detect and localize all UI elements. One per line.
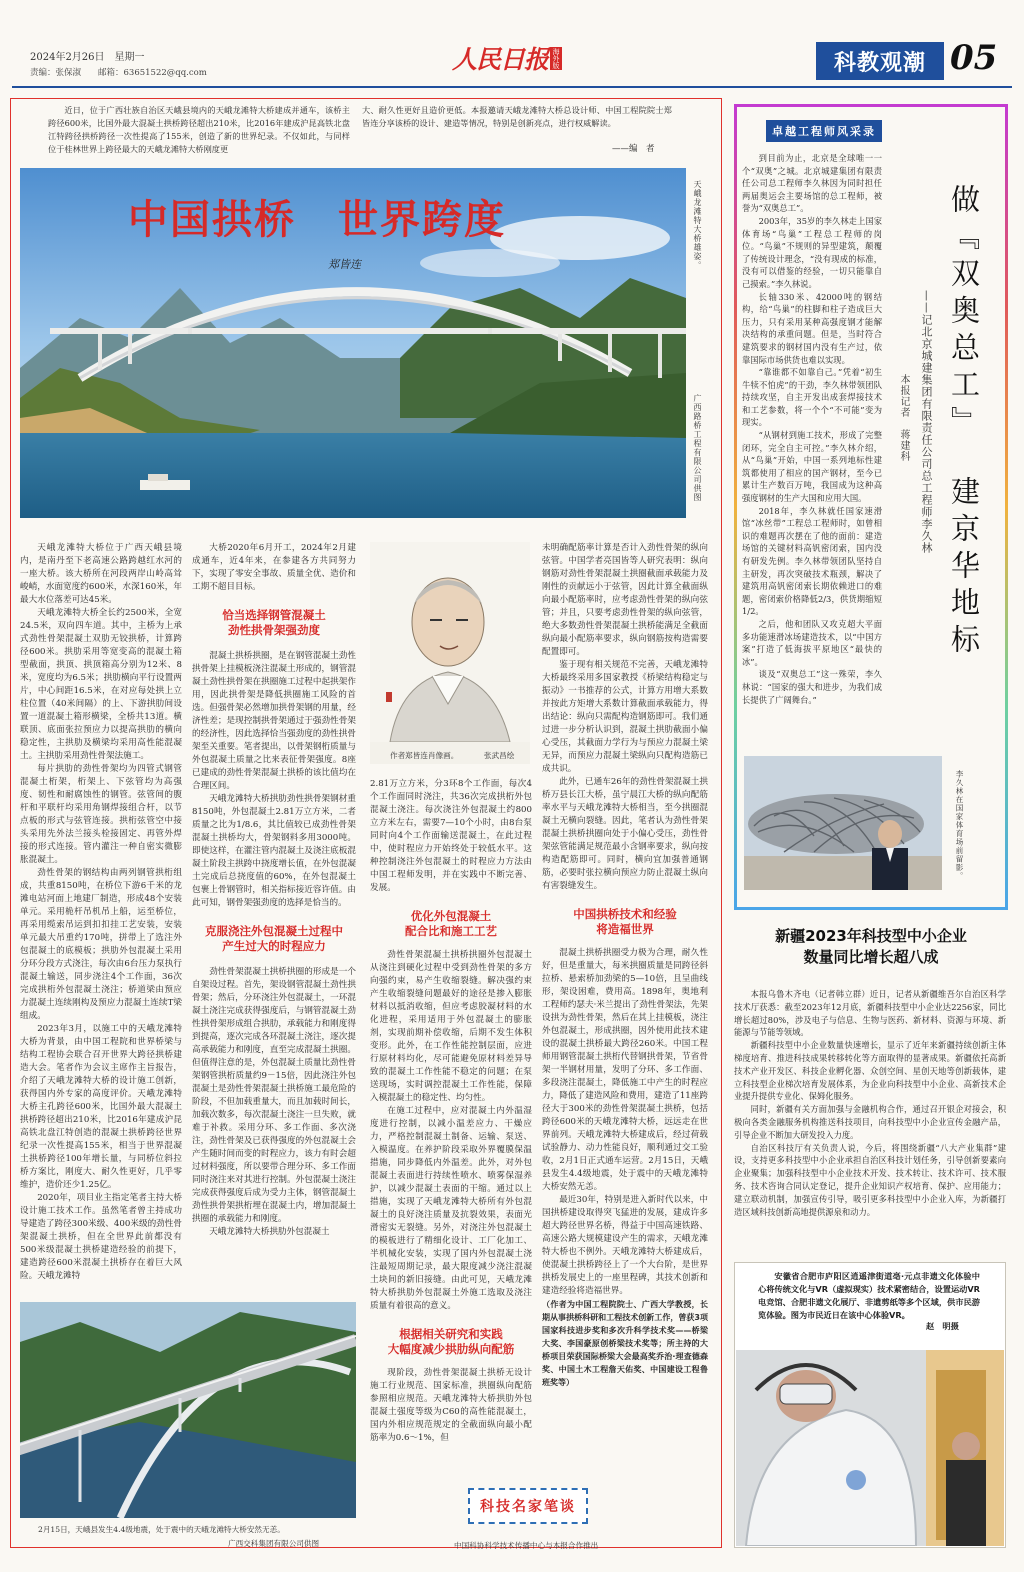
bottom-photo-credit: 广西交科集团有限公司供图 [228,1539,320,1548]
column-2 [192,542,356,1294]
masthead-date: 2024年2月26日 星期一 [30,52,145,63]
col1-p6: 2020年，项目业主指定笔者主持大桥设计施工技术工作。虽然笔者曾主持成功导建造了跨径300米级、400米级的劲性骨架混凝土拱桥，但在全世界此前都没有500米级混凝土拱桥建造经验的前提下，建造跨径600米混凝土拱桥存在着巨大风险。天峨龙滩特 [20,1193,182,1281]
column-3 [370,778,532,1484]
col1-p5: 2023年3月，以施工中的天峨龙滩特大桥为背景，由中国工程院和世界桥梁与结构工程协会联合召开世界大跨径拱桥建造大会。笔者作为会议主席作主旨报告，介绍了天峨龙滩特大桥的设计施工创新，获得国内外专家的高度评价。天峨龙滩特大桥主孔跨径600米，比国外最大混凝土拱桥跨径超出210米，比2016年建成沪昆高铁北盘江特创造的混凝土拱桥跨径世界纪录一次性提高155米，相当于世界混凝土拱桥跨径100年增长量，与同桥位斜拉桥方案比，刚度大、耐久性更好，几乎零维护，造价还少1.25亿。 [20,1024,182,1190]
sidebar-p2: 2003年，35岁的李久林走上国家体育场“鸟巢”工程总工程师的岗位。“鸟巢”不规则的异型建筑，颠覆了传统设计理念，“没有现成的标准，没有可以借鉴的经验，一切只能靠自己摸索。”李久林说。 [742,215,882,289]
logo-tag: 海外版 [552,48,561,69]
col3-p2: 劲性骨架混凝土拱桥拱圈外包混凝土从浇注到硬化过程中受到劲性骨架的多方向强约束，易产生收缩裂缝。解决强约束产生收缩裂缝问题最好的途径是掺入膨胀材料以抵消收缩，但应考虑胶凝材料的水化进程，采用适用于外包混凝土的膨胀剂，实现前期补偿收缩，后期不发生体积变形。此外，在工作性能控制层面，应进行原材料均化，尽可能避免原材料差异导致的混凝土工作性能不稳定的问题；在泵送现场，实时调控混凝土工作性能，保障入模混凝土的稳定性、均匀性。 [370,950,532,1103]
intro-sign: ——编 者 [612,144,655,154]
vr-experience-image [736,1350,1004,1546]
bottom-photo-caption: 2月15日，天峨县发生4.4级地震，处于震中的天峨龙滩特大桥安然无恙。 [38,1525,285,1534]
col3-subhead-1: 优化外包混凝土 配合比和施工工艺 [405,909,497,938]
col2-p3: 天峨龙滩特大桥拱肋劲性拱骨架钢材重8150吨，外包混凝土2.81万立方米，二者质量之比为1/8.6，其比值较已成劲性骨架混凝土拱桥均大，骨架钢料多用3000吨。即使这样，在灌注管内混凝土及浇注底板混凝土阶段主拱跨中挠度增长值，在外包混凝土完成后总挠度值的60%，在外包混凝土包裹上骨钢管时，相关指标接近容许值。由此可知，钢骨架强劲度的选择是恰当的。 [192,794,356,908]
stamp-note: 中国科协科学技术传播中心与本报合作推出 [454,1541,599,1550]
sidebar-tag: 卓越工程师风采录 [766,120,882,142]
col4-subhead-1: 中国拱桥技术和经验 将造福世界 [573,907,677,936]
sidebar-subhead: ——记北京城建集团有限责任公司总工程师李久林 [920,290,933,554]
col4-bio: （作者为中国工程院院士、广西大学教授，长期从事拱桥科研和工程技术创新工作，曾获3项国家科技进步奖和多次升科学技术奖——桥梁大奖、李国豪原创桥梁技术奖等；所主持的大桥项目荣获国际桥梁大会最高奖乔治·理查德森奖、中国土木工程詹天佑奖、中国建设工程鲁班奖等） [542,1300,708,1387]
intro-left: 近日，位于广西壮族自治区天峨县境内的天峨龙滩特大桥建成并通车，该桥主跨径600米，比国外最大混凝土拱桥跨径超出210米，比2016年建成沪昆高铁北盘江特跨径拱桥跨径一次性提高了155米，创造了新的世界纪录。不仅如此，与同样位于桂林世界上跨径最大的天峨龙滩特大桥刚度更 [48,105,350,154]
sidebar-p3: 长轴330米、42000吨的钢结构，给“鸟巢”的柱脚和柱子造成巨大压力，只有采用某种高强度钢才能解决结构的承重问题。但是，当时符合建筑要求的钢材国内没有生产过，依靠国际市场供货也难以实现。 [742,291,882,365]
sidebar-p1: 到目前为止，北京是全球唯一一个“双奥”之城。北京城建集团有限责任公司总工程师李久林因为同时担任两届奥运会主要场馆的总工程师，被誉为“双奥总工”。 [742,153,882,214]
portrait-sketch-image [370,542,530,742]
portrait-credit: 张武昌绘 [484,751,515,760]
masthead-rule [12,86,1012,88]
section-banner [816,42,944,80]
col1-p3: 每片拱肋的劲性骨架均为四管式钢管混凝土桁架，桁架上、下弦管均为高强度、韧性和耐腐蚀性的钢管。弦管间的腹杆和平联杆均采用角钢焊接组合杆，以节点板的形式与弦管连接。拱桁弦管空中接头采用先外法兰接头栓接固定、再管外焊接的形式连接。管内灌注一种自密实微膨胀混凝土。 [20,764,182,865]
stamp-label: 科技名家笔谈 [480,1499,576,1515]
col2-p4: 劲性骨架混凝土拱桥拱圈的形成是一个自架设过程。首先，架设钢管混凝土劲性拱骨架；然后，分环浇注外包混凝土，一环混凝土浇注完成获得强度后，与钢管混凝土劲性拱骨架形成组合拱肋，承载能力和刚度得到提高，逐次完成各环混凝土浇注，逐次提高承载能力和刚度，直至完成混凝土拱圈。但值得注意的是，外包混凝土质量比劲性骨架钢管拱桁质量约9－15倍，因此浇注外包混凝土是劲性骨架混凝土拱桥施工最危险的阶段，不但加载重量大，而且加载时间长，加载次数多，每次混凝土浇注一旦失败，就难于补救。采用分环、多工作面、多次浇注，劲性骨架及已获得强度的外包混凝土会产生随时间而变的时程应力，该力有时会超过材料强度，所以要带合理分环、多工作面同时浇注来对其进行控制。外包混凝土浇注完成获得强度后成为受力主体，钢管混凝土劲性拱骨架拱桁埋在混凝土内，增加混凝土拱圈的承载能力和刚度。 [192,967,356,1224]
sidebar-headline-b: 建京华地标 [947,476,981,661]
logo-text: 人民日报 [452,45,549,74]
sidebar-p4: “靠谁都不如靠自己。”凭着“初生牛犊不怕虎”的干劲，李久林带领团队持续攻坚，自主开发出成套焊接技术和工艺参数，将一个个“不可能”变为现实。 [742,367,882,428]
sidebar-photo [744,756,942,890]
col1-p1: 天峨龙滩特大桥位于广西天峨县境内，是南丹至下老高速公路跨越红水河的一座大桥。该大桥所在河段两岸山岭高耸峻峭，水面宽度约600米，水深160米，年最大水位落差可达45米。 [20,543,182,605]
hero-title: 中国拱桥 世界跨度 [128,196,506,243]
hero-caption-top: 天峨龙滩特大桥雄姿。 [693,180,702,270]
col1-p2: 天峨龙滩特大桥全长约2500米，全宽24.5米，双向四车道。其中，主桥为上承式劲性骨架混凝土双肋无铰拱桥，计算跨径600米。拱肋采用等宽变高的混凝土箱型截面，拱顶、拱顶箱高分别为12米、8米，宽度均为6.5米；拱肋横向平行设置两片，中心间距16.5米，在对应每处拱上立柱位置（40米间隔）的上、下游拱肋间设置一道混凝土箱形横梁，全桥共13道。横联顶、底面张拉预应力以提高拱肋的横向稳定性，主拱肋及横梁均采用高性能混凝土。主拱肋采用劲性骨架法施工。 [20,608,182,761]
stamp-box [468,1488,588,1524]
news-body [734,988,1006,1218]
col3-p4: 现阶段，劲性骨架混凝土拱桥无设计施工行业规范、国家标准，拱圈纵向配筋参照相应规范。天峨龙滩特大桥拱肋外包混凝土强度等级为C60的高性能混凝土，国内外相应规范规定的全截面纵向最小配筋率为0.6～1%，但 [370,1368,532,1443]
sidebar-photo-caption: 李久林在国家体育场前留影。 [955,770,964,881]
hero-caption-bottom: 广西路桥工程有限公司供图 [693,394,702,502]
birds-nest-stadium-image [744,756,942,890]
sidebar-p7: 之后，他和团队又攻克超大平面多功能速滑冰场建造技术，以“中国方案”打造了低海拔平原地区“最快的冰”。 [742,618,882,667]
col2-p1: 大桥2020年6月开工，2024年2月建成通车，近4年来，在参建各方共同努力下，实现了零安全事故、质量全优、造价和工期不超目目标。 [192,543,356,592]
news-p2: 新疆科技型中小企业数量快速增长，显示了近年来新疆持续创新主体梯度培育、推进科技成果转移转化等方面取得的显著成果。新疆依托高新技术产业开发区、科技企业孵化器、众创空间、星创天地等创新载体，建立科技型企业梯次培育发展体系，为企业向科技型中小企业、高新技术企业提升提供专业化、保姆化服务。 [734,1040,1006,1102]
vr-caption: 安徽省合肥市庐阳区逍遥津街道亳·元点非遗文化体验中心将传统文化与VR（虚拟现实）技术紧密结合，设置运动VR电竞馆、合肥非遗文化展厅、非遗剪纸等多个区域，供市民游览体验。图为市民近日在该中心体验VR。 [758,1271,980,1320]
news-p4: 自治区科技厅有关负责人说，今后，将围绕新疆“八大产业集群”建设，支持更多科技型中小企业承担自治区科技计划任务，引导创新要素向企业聚集；加强科技型中小企业技术开发、技术转让、技术许可、技术服务、技术咨询合同认定登记，提升企业知识产权培育、保护、应用能力；建立联动机制，加强宣传引导，吸引更多科技型中小企业入库，为新疆打造区域科技创新高地提供源泉和动力。 [734,1142,1006,1217]
col1-p4: 劲性骨架的钢结构由两列钢管拱桁组成，共重8150吨，在桥位下游6千米的龙滩电站河面上地建厂制造，形成48个安装单元。采用桅杆吊机吊上船，运至桥位，再采用缆索吊运到扣扣挂工艺安装，安装单元最大吊重约170吨，拼带上了选注外包混凝土的底模板；拱肋外包混凝土采用分环分段方式浇注，每次由6台压力泵执行混凝土输送，同步浇注4个工作面，36次完成拱桁外包混凝土浇注；桥道梁由预应力混凝土连续刚构及预应力混凝土连续T梁组成。 [20,868,182,1021]
col2-p5: 天峨龙滩特大桥拱肋外包混凝土 [209,1227,330,1237]
col3-p3: 在施工过程中，应对混凝土内外温湿度进行控制，以减小温差应力、干燥应力，严格控制混凝土制备、运输、泵送、入模温度。在养护阶段采取外界覆膜保温措施，同步降低内外温差。此外，对外包混凝土表面进行持续性喷水、喷雾保湿养护，以减少混凝土表面的干缩。通过以上措施，实现了天峨龙滩特大桥所有外包混凝土的良好浇注质量及抗裂效果，表面光滑密实无裂缝。另外，对浇注外包混凝土的模板进行了精细化设计、工厂化加工、半机械化安装，实现了国内外包混凝土浇注最短周期记录，最大限度减少浇注混凝土块间的新旧接缝。由此可见，天峨龙滩特大桥拱肋外包混凝土外施工选取及浇注质量有着很高的意义。 [370,1106,532,1311]
sidebar-headline-a: 做『双奥总工』 [947,184,981,443]
logo [452,40,562,76]
sidebar-body [742,152,882,758]
column-1 [20,542,182,1294]
hero-signature: 郑皆连 [328,258,361,271]
news-title: 新疆2023年科技型中小企业 数量同比增长超八成 [775,927,967,966]
col4-p4: 混凝土拱桥拱圈受力极为合理，耐久性好，但是重量大，每米拱圈质量是同跨径斜拉桥、悬索桥加劲梁的5—10倍，且呈曲线形，架设困难，费用高。1898年，奥地利工程师约瑟夫·米兰提出了劲性骨架法，先架设拱为劲性骨架，然后在其上挂模板，浇注外包混凝土，形成拱圈，因外使用此技术建设的混凝土拱桥最大跨径260米。中国工程师用钢管混凝土拱桁代替钢拱骨架，节省骨架一半钢材用量，发明了分环、多工作面、多段浇注混凝土，降低施工中产生的时程应力，降低了建造风险和费用，建造了11座跨径大于300米的劲性骨架混凝土拱桥，包括跨径600米的天峨龙滩特大桥，远远走在世界前列。天峨龙滩特大桥建成后，经过荷载试验静力、动力性能良好，顺利通过交工验收，2月1日正式通车运营。2月15日，天峨县发生4.4级地震，处于震中的天峨龙滩特大桥安然无恙。 [542,948,708,1192]
col2-subhead-1: 恰当选择钢管混凝土 劲性拱骨架强劲度 [222,608,326,637]
col4-p1: 未明确配筋率计算是否计入劲性骨架的纵向弦管。中国学者亮国皆等人研究表明：纵向钢筋对劲性骨架混凝土拱圈截面承载能力及刚性的贡献远小于弦管，因此计算全截面纵向最小配筋率时，应考虑劲性骨架的纵向弦管；并且，只要考虑劲性骨架的纵向弦管，绝大多数劲性骨架混凝土拱桥能满足全截面纵向最小配筋率要求，纵向钢筋按构造需要配置即可。 [542,543,708,657]
intro-right: 大、耐久性更好且造价更低。本报邀请天峨龙滩特大桥总设计师、中国工程院院士郑皆连分享该桥的设计、建造等情况，特别是创新亮点，进行权威解读。 [362,105,672,128]
portrait-caption: 作者郑皆连肖像画。 [390,751,459,760]
column-4 [542,542,708,1482]
sidebar-p5: “从钢材到施工技术，形成了完整闭环，完全自主可控。”李久林介绍，从“鸟巢”开始，中国一系列地标性建筑都使用了相应的国产钢材，至今已累计生产数百万吨，我国成为这种高强度钢材的生产大国和应用大国。 [742,430,882,504]
portrait-box [370,542,530,764]
vr-author: 赵 明摄 [926,1321,959,1331]
sidebar-p6: 2018年，李久林就任国家速滑馆“冰丝带”工程总工程师时，如曾相识的难题再次摆在了他的面前：建造场馆的关键材料高钒密闭索，国内没有研发先例。李久林带领团队坚持自主研发，再次突破技术瓶颈，解决了建筑用高钒密闭索长期依赖进口的难题，密闭索价格降低2/3，供货期缩短1/2。 [742,505,882,617]
col4-p2: 鉴于现有相关规范不完善，天峨龙滩特大桥最终采用多国家教授《桥梁结构稳定与振动》一书推荐的公式，计算方用增大系数并按此方矩增大系数计算截面承载能力，得出结论：纵向只需配构造钢筋即可。我们通过进一步分析认识到，混凝土拱肋截面小偏心受压，其截面力学行为与预应力混凝土梁无异，而预应力混凝土梁纵向只配构造筋已成共识。 [542,660,708,774]
news-p1: 本报乌鲁木齐电（记者韩立群）近日，记者从新疆维吾尔自治区科学技术厅获悉：截至2023年12月底，新疆科技型中小企业达2256家，同比增长超过80%，涉及电子与信息、生物与医药、新材料、资源与环境、新能源与节能等领域。 [734,989,1006,1038]
news-p3: 同时，新疆有关方面加强与金融机构合作，通过召开银企对接会，积极向各类金融服务机构推送科技项目，向科技型中小企业宣传金融产品，引导企业不断加大研发投入力度。 [734,1104,1006,1140]
masthead-editor: 责编：张保淑 邮箱：63651522@qq.com [30,68,207,78]
col2-subhead-2: 克服浇注外包混凝土过程中 产生过大的时程应力 [205,924,343,953]
bottom-photo [20,1302,356,1518]
page-number: 05 [950,38,998,78]
col2-p2: 混凝土拱桥拱圈，是在钢管混凝土劲性拱骨架上挂模板浇注混凝土形成的，钢管混凝土劲性拱骨架在拱圈施工过程中起拱架作用，因此拱骨架是降低拱圈施工风险的首选。但强骨架必然增加拱骨架钢的用量，经济性差；是现控制拱骨架通过于强劲性骨架的经济性，因此选择恰当强劲度的劲性拱骨架至关重要。笔者提出，以骨架钢桁质量与外包混凝土质量之比来表征骨架强度。8座已建成的劲性骨架混凝土拱桥的该比值均在合理区间。 [192,651,356,791]
sidebar-reporter: 本报记者 蒋建科 [898,374,909,462]
col3-subhead-2: 根据相关研究和实践 大幅度减少拱肋纵向配筋 [387,1327,515,1356]
vr-photo [736,1350,1004,1546]
col3-p1: 2.81万立方米，分3环8个工作面，每次4个工作面同时浇注，共36次完成拱桁外包混凝土浇注。每次浇注外包混凝土约800立方米左右，需要7—10个小时，由8台泵同时向4个工作面输送混凝土，在此过程中，使时程应力开始终处于较低水平。这种控制浇注外包混凝土的时程应力方法由中国工程师发明，并在实践中不断完善、发展。 [370,779,532,893]
col4-p3: 此外，已通车26年的劲性骨架混凝土拱桥万县长江大桥，虽宁晨江大桥的纵向配筋率水平与天峨龙滩特大桥相当，至今拱圈混凝土无横向裂缝。因此，笔者认为劲性骨架混凝土拱桥拱圈向处于小偏心受压，劲性骨架弦管能满足规范最小含钢率要求，纵向按构造配筋即可。同时，横向宜加强普通钢筋，必要时张拉横向预应力防止混凝土纵向有害裂缝发生。 [542,777,708,891]
earthquake-bridge-image [20,1302,356,1518]
section-title: 科教观潮 [833,50,926,76]
sidebar-p8: 谈及“双奥总工”这一殊荣，李久林说：“国家的强大和进步，为我们成长提供了广阔舞台。” [742,669,882,705]
masthead [0,0,1024,92]
col4-p5: 最近30年，特别是进入新时代以来，中国拱桥建设取得突飞猛进的发展，建成许多超大跨径世界名桥，得益于中国高速铁路、高速公路大规模建设产生的需求，天峨龙滩特大桥也不例外。天峨龙滩特大桥建成后，使混凝土拱桥跨径上了一个大台阶，是世界拱桥发展史上的一座里程碑，其技术创新和建造经验将造福世界。 [542,1195,708,1296]
